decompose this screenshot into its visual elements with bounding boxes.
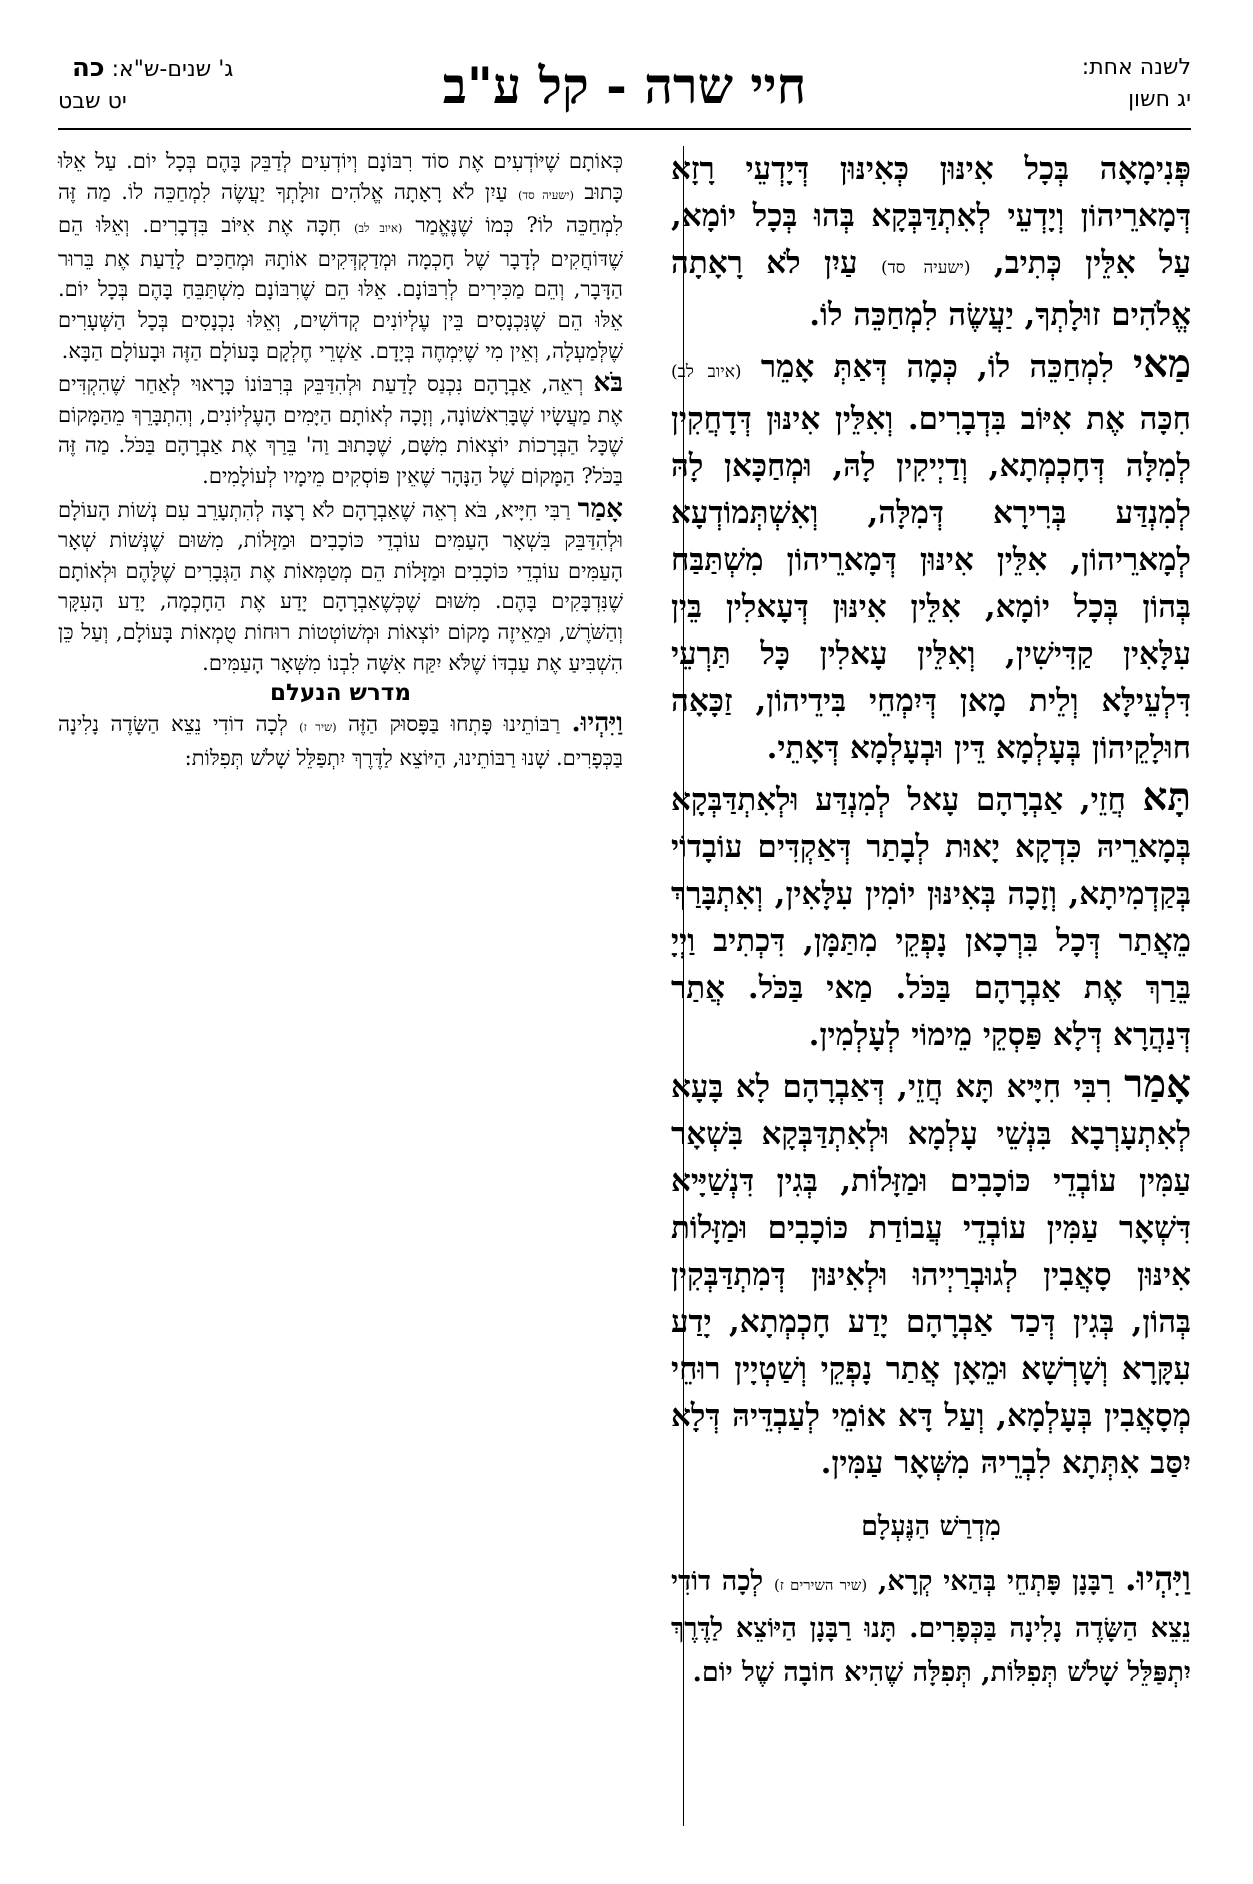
drop-word: אָמַר bbox=[1124, 1062, 1192, 1107]
drop-word: בֹּא bbox=[593, 367, 623, 399]
main-paragraph: וַיִּהְיוּ. רַבָּנָן פָּתְחֵי בְּהַאי קְרָא, (שיר השירים ז) לְכָה דוֹדִי נֵצֵא הַשָּׂדֶה נָלִינָה בַּכְּפָרִים. תָּנוּ רַבָּנָן הַיּוֹצֵא לַדֶּרֶךְ יִתְפַּלֵּל שָׁלֹשׁ תְּפִלּוֹת, תְּפִלָּה שֶׁהִיא חוֹבָה שֶׁל יוֹם. bbox=[671, 1558, 1191, 1688]
section-heading: מדרש הנעלם bbox=[270, 680, 411, 707]
drop-word: וַיִּהְיוּ. bbox=[571, 707, 623, 739]
main-paragraph: אָמַר רִבִּי חִיָּיא תָּא חֲזֵי, דְּאַבְרָהָם לָא בָּעָא לְאִתְעָרְבָא בִּנְשֵׁי עָלְמָא וּלְאִתְדַּבְּקָא בִּשְׁאָר עַמִּין עוֹבְדֵי כּוֹכָבִים וּמַזָּלוֹת, בְּגִין דִּנְשַׁיָּיא דִּשְׁאָר עַמִּין עוֹבְדֵי עֲבוֹדַת כּוֹכָבִים וּמַזָּלוֹת אִינּוּן סָאֲבִין לְגוּבְרַיְיהוּ וּלְאִינּוּן דְּמִתְדַּבְּקִין בְּהוֹן, בְּגִין דְּכַד אַבְרָהָם יָדַע חָכְמְתָא, יָדַע עִקָּרָא וְשָׁרְשָׁא וּמֵאָן אֲתַר נָפְקֵי וְשַׁטְיָין רוּחֵי מְסָאֲבִין בְּעָלְמָא, וְעַל דָּא אוֹמֵי לְעַבְדֵּיהּ דְּלָא יִסַּב אִתְּתָא לִבְרֵיהּ מִשְּׁאָר עַמִּין. bbox=[671, 1062, 1192, 1481]
drop-word: מַאי bbox=[1132, 342, 1191, 387]
source-reference: (ישעיה סד) bbox=[518, 187, 574, 202]
source-reference: (ישעיה סד) bbox=[880, 258, 971, 278]
header-date-2: יט שבט bbox=[58, 89, 127, 114]
source-reference: (איוב לב) bbox=[671, 362, 742, 382]
source-reference: (שיר ז) bbox=[299, 720, 337, 735]
main-paragraph: תָּא חֲזֵי, אַבְרָהָם עָאל לְמִנְדַּע וּלְאִתְדַּבְּקָא בְּמָארֵיהּ כִּדְקָא יָאוּת לְבָתַר דְּאַקְדִּים עוֹבָדוֹי בְּקַדְמִיתָא, וְזָכָה בְּאִינּוּן יוֹמִין עִלָּאִין, וְאִתְבָּרַךְ מֵאֲתַר דְּכָל בִּרְכָאן נָפְקֵי מִתַּמָּן, דִּכְתִיב וַיְיָ בֵּרַךְ אֶת אַבְרָהָם בַּכֹּל. מַאי בַּכֹּל. אֲתַר דְּנַהֲרָא דְּלָא פַּסְקֵי מֵימוֹי לְעָלְמִין. bbox=[671, 775, 1192, 1053]
column-divider bbox=[683, 146, 684, 1826]
main-column bbox=[671, 146, 1191, 1695]
translation-column bbox=[58, 146, 623, 773]
header-cycle-label: לשנה אחת: bbox=[1081, 55, 1191, 80]
drop-word: תָּא bbox=[1142, 775, 1192, 820]
translation-paragraph: וַיִּהְיוּ. רַבּוֹתֵינוּ פָּתְחוּ בַּפָּסוּק הַזֶּה (שיר ז) לְכָה דוֹדִי נֵצֵא הַשָּׂדֶה נָלִינָה בַּכְּפָרִים. שָׁנוּ רַבּוֹתֵינוּ, הַיּוֹצֵא לַדֶּרֶךְ יִתְפַּלֵּל שָׁלֹשׁ תְּפִלּוֹת: bbox=[58, 707, 623, 770]
translation-paragraph: אָמַר רַבִּי חִיָּיא, בֹּא רְאֵה שֶׁאַבְרָהָם לֹא רָצָה לְהִתְעָרֵב עִם נְשׁוֹת הָעוֹלָם וּלְהִדַּבֵּק בִּשְׁאָר הָעַמִּים עוֹבְדֵי כּוֹכָבִים וּמַזָּלוֹת, מִשּׁוּם שֶׁנְּשׁוֹת שְׁאָר הָעַמִּים עוֹבְדֵי כּוֹכָבִים וּמַזָּלוֹת הֵם מְטַמְּאוֹת אֶת הַגְּבָרִים שֶׁלָּהֶם וּלְאוֹתָם שֶׁנִּדְבָּקִים בָּהֶם. מִשּׁוּם שֶׁכְּשֶׁאַבְרָהָם יָדַע אֶת הַחָכְמָה, יָדַע הָעִקָּר וְהַשֹּׁרֶשׁ, וּמֵאֵיזֶה מָקוֹם יוֹצְאוֹת וּמְשׁוֹטְטוֹת רוּחוֹת טֻמְאוֹת בָּעוֹלָם, וְעַל כֵּן הִשְׁבִּיעַ אֶת עַבְדּוֹ שֶׁלֹּא יִקַּח אִשָּׁה לִבְנוֹ מִשְּׁאָר הָעַמִּים. bbox=[58, 492, 623, 675]
drop-word: אָמַר bbox=[577, 492, 623, 524]
header-left-block bbox=[58, 52, 233, 118]
section-heading: מִדְרַשׁ הַנֶּעְלָם bbox=[861, 1511, 1001, 1542]
page-title: חיי שרה - קל ע"ב bbox=[442, 56, 807, 115]
header-date: יג חשון bbox=[1128, 87, 1191, 112]
main-paragraph: פְּנִימָאָה בְּכָל אִינּוּן כְּאִינּוּן דְּיָדְעֵי רָזָא דְּמָארֵיהוֹן וְיָדְעֵי לְאִתְדַּבְּקָא בְּהוּ בְּכָל יוֹמָא, עַל אִלֵּין כְּתִיב, (ישעיה סד) עַיִן לֹא רָאָתָה אֱלֹהִים זוּלָתְךָ, יַעֲשֶׂה לִמְחַכֵּה לוֹ. bbox=[671, 151, 1192, 333]
header-cycle-label-2: ג' שנים-ש"א: bbox=[111, 57, 234, 82]
page-number: כה bbox=[72, 53, 105, 83]
header-rule bbox=[58, 128, 1191, 130]
drop-word: וַיִּהְיוּ. bbox=[1124, 1558, 1191, 1598]
source-reference: (שיר השירים ז) bbox=[774, 1576, 868, 1594]
source-reference: (איוב לב) bbox=[353, 221, 403, 236]
page-header bbox=[58, 50, 1191, 130]
translation-paragraph: כְּאוֹתָם שֶׁיּוֹדְעִים אֶת סוֹד רִבּוֹנָם וְיוֹדְעִים לְדַבֵּק בָּהֶם בְּכָל יוֹם. עַל אֵלּוּ כָּתוּב (ישעיה סד) עַיִן לֹא רָאָתָה אֱלֹהִים זוּלָתְךָ יַעֲשֶׂה לִמְחַכֵּה לוֹ. מַה זֶּה לִמְחַכֵּה לוֹ? כְּמוֹ שֶׁנֶּאֱמַר (איוב לב) חִכָּה אֶת אִיּוֹב בִּדְבָרִים. וְאֵלּוּ הֵם שֶׁדּוֹחֲקִים לְדָבָר שֶׁל חָכְמָה וּמְדַקְדְּקִים אוֹתָהּ וּמְחַכִּים לָדַעַת אֶת בֵּרוּר הַדָּבָר, וְהֵם מַכִּירִים לְרִבּוֹנָם. אֵלּוּ הֵם שֶׁרִבּוֹנָם מִשְׁתַּבֵּחַ בָּהֶם בְּכָל יוֹם. אֵלּוּ הֵם שֶׁנִּכְנָסִים בֵּין עֶלְיוֹנִים קְדוֹשִׁים, וְאֵלּוּ נִכְנָסִים בְּכָל הַשְּׁעָרִים שֶׁלְּמַעְלָה, וְאֵין מִי שֶׁיִּמְחֶה בְּיָדָם. אַשְׁרֵי חֶלְקָם בָּעוֹלָם הַזֶּה וּבָעוֹלָם הַבָּא. bbox=[58, 149, 623, 363]
main-paragraph: מַאי לִמְחַכֵּה לוֹ, כְּמָה דְּאַתְּ אָמֵר (איוב לב) חִכָּה אֶת אִיּוֹב בִּדְבָרִים. וְאִלֵּין אִינּוּן דְּדָחֲקִין לְמִלָּה דְּחָכְמְתָא, וְדַיְיקִין לָהּ, וּמְחַכָּאן לָהּ לְמִנְדַּע בְּרִירָא דְּמִלָּה, וְאִשְׁתְּמוֹדְעָא לְמָארֵיהוֹן, אִלֵּין אִינּוּן דְּמָארֵיהוֹן מִשְׁתַּבַּח בְּהוֹן בְּכָל יוֹמָא, אִלֵּין אִינּוּן דְּעָאלִין בֵּין עִלָּאִין קַדִּישִׁין, וְאִלֵּין עָאלִין כָּל תַּרְעֵי דִּלְעֵילָּא וְלֵית מָאן דְּיִמְחֵי בִּידֵיהוֹן, זַכָּאָה חוּלָקֵיהוֹן בְּעָלְמָא דֵּין וּבְעָלְמָא דְּאָתֵי. bbox=[671, 342, 1191, 766]
translation-paragraph: בֹּא רְאֵה, אַבְרָהָם נִכְנַס לָדַעַת וּלְהִדַּבֵּק בְּרִבּוֹנוֹ כָּרָאוּי לְאַחַר שֶׁהִקְדִּים אֶת מַעֲשָׂיו שֶׁבָּרִאשׁוֹנָה, וְזָכָה לְאוֹתָם הַיָּמִים הָעֶלְיוֹנִים, וְהִתְבָּרֵךְ מֵהַמָּקוֹם שֶׁכָּל הַבְּרָכוֹת יוֹצְאוֹת מִשָּׁם, שֶׁכָּתוּב וַה' בֵּרַךְ אֶת אַבְרָהָם בַּכֹּל. מַה זֶּה בַּכֹּל? הַמָּקוֹם שֶׁל הַנָּהָר שֶׁאֵין פּוֹסְקִים מֵימָיו לְעוֹלָמִים. bbox=[58, 367, 623, 488]
